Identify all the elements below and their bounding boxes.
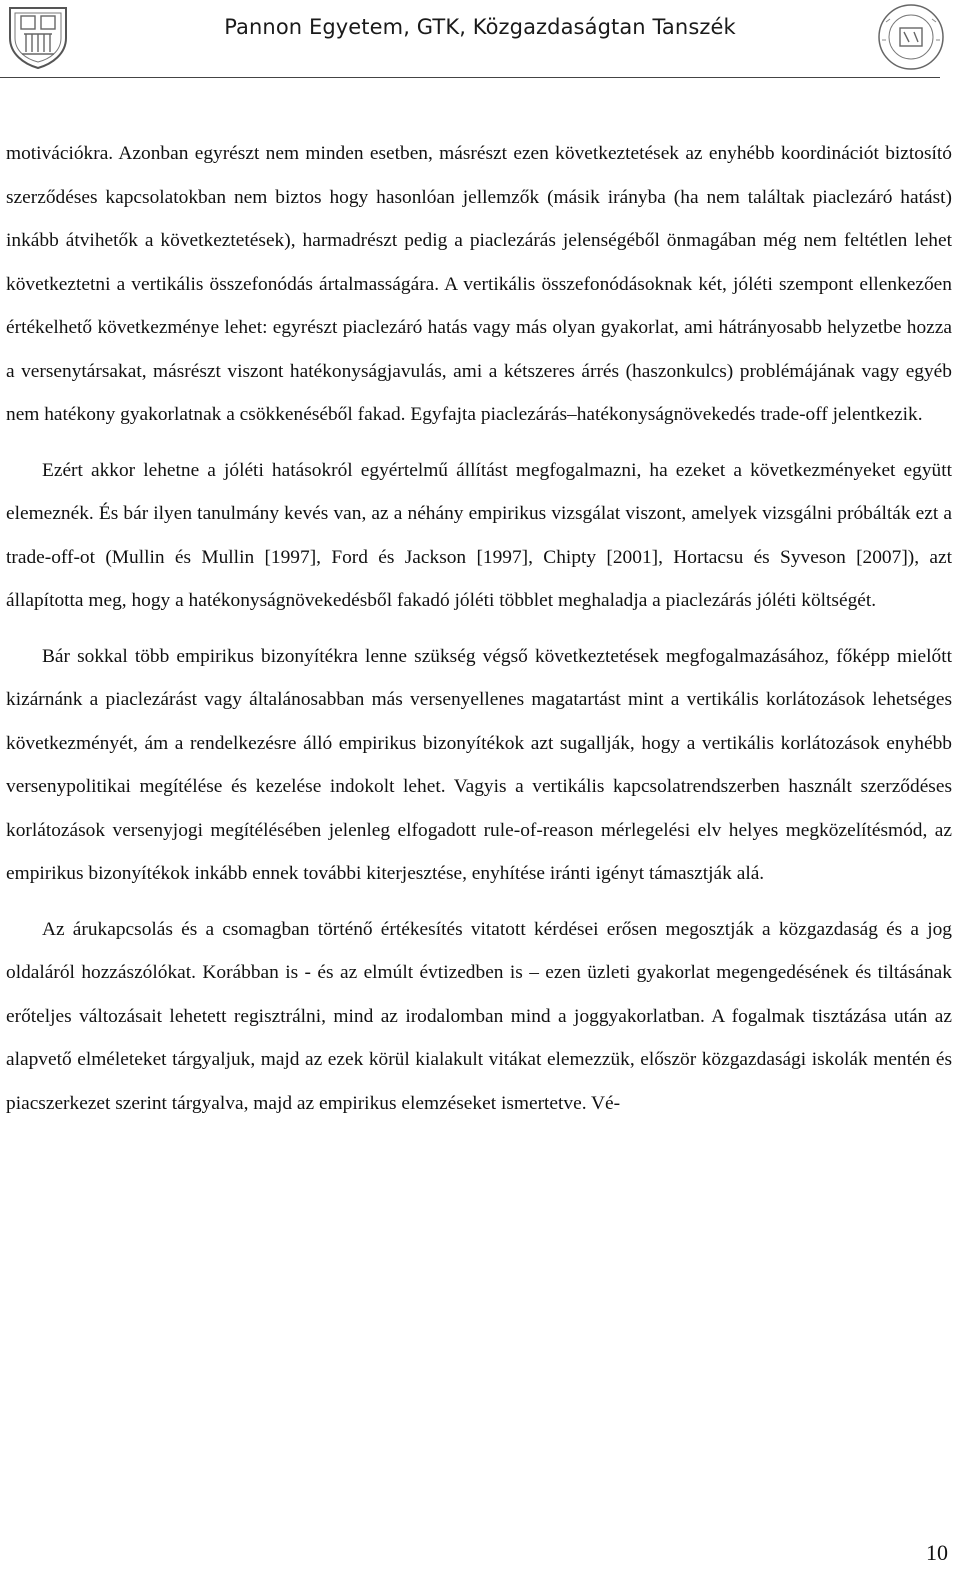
document-body [6,132,952,1125]
page-header [0,0,960,80]
header-divider [0,77,940,78]
faculty-seal-icon [876,2,946,72]
paragraph-4: Az árukapcsolás és a csomagban történő értékesítés vitatott kérdései erősen megosztják a közgazdaság és a jog oldaláról hozzászólókat. Korábban is - és az elmúlt évtizedben is – ezen üzleti gyakorlat megengedésének és tiltásának erőteljes változásait lehetett regisztrálni, mind az irodalomban mind a joggyakorlatban. A fogalmak tisztázása után az alapvető elméleteket tárgyaljuk, majd az ezek körül kialakult vitákat elemezzük, először közgazdasági iskolák mentén és piacszerkezet szerint tárgyalva, majd az empirikus elemzéseket ismertetve. Vé- [6,918,952,1114]
paragraph-1: motivációkra. Azonban egyrészt nem minden esetben, másrészt ezen következtetések az enyhébb koordinációt biztosító szerződéses kapcsolatokban nem biztos hogy hasonlóan jellemzők (másik irányba (ha nem találtak piaclezáró hatást) inkább átvihetők a következtetések), harmadrészt pedig a piaclezárás jelenségéből önmagában még nem feltétlen lehet következtetni a vertikális összefonódás ártalmasságára. A vertikális összefonódásoknak két, jóléti szempont ellenkezően értékelhető következménye lehet: egyrészt piaclezáró hatás vagy más olyan gyakorlat, ami hátrányosabb helyzetbe hozza a versenytársakat, másrészt viszont hatékonyságjavulás, ami a kétszeres árrés (haszonkulcs) problémájának vagy egyéb nem hatékony gyakorlatnak a csökkenéséből fakad. Egyfajta piaclezárás–hatékonyságnövekedés trade-off jelentkezik. [6,143,952,425]
paragraph-2: Ezért akkor lehetne a jóléti hatásokról egyértelmű állítást megfogalmazni, ha ezeket a következményeket együtt elemeznék. És bár ilyen tanulmány kevés van, az a néhány empirikus vizsgálat viszont, amelyek vizsgálni próbálták ezt a trade-off-ot (Mullin és Mullin [1997], Ford és Jackson [1997], Chipty [2001], Hortacsu és Syveson [2007]), azt állapította meg, hogy a hatékonyságnövekedésből fakadó jóléti többlet meghaladja a piaclezárás jóléti költségét. [6,459,952,611]
page-number: 10 [926,1540,948,1565]
paragraph-3: Bár sokkal több empirikus bizonyítékra lenne szükség végső következtetések megfogalmazásához, főképp mielőtt kizárnánk a piaclezárást vagy általánosabban más versenyellenes magatartást mint a vertikális korlátozások lehetséges következményét, ám a rendelkezésre álló empirikus bizonyítékok azt sugallják, hogy a vertikális korlátozások enyhébb versenypolitikai megítélése és kezelése indokolt lehet. Vagyis a vertikális kapcsolatrendszerben használt szerződéses korlátozások versenyjogi megítélésében jelenleg elfogadott rule-of-reason mérlegelési elv helyes megközelítésmód, az empirikus bizonyítékok inkább ennek további kiterjesztése, enyhítése iránti igényt támasztják alá. [6,645,952,884]
header-title: Pannon Egyetem, GTK, Közgazdaságtan Tanszék [224,15,736,39]
